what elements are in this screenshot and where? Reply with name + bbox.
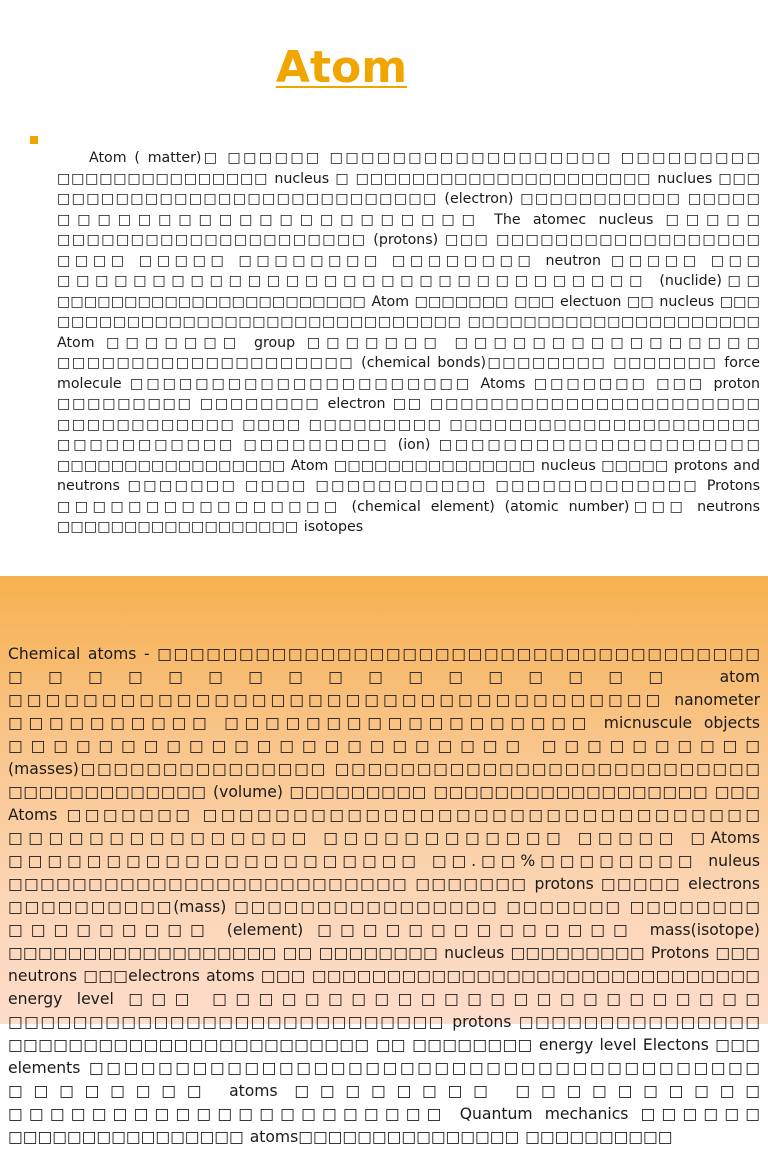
panel-paragraph: Chemical atoms - □□□□□□□□□□□□□□□□□□□□□□□□□□□□□□□□□□□□□ □□□□□□□□□□□□□□□□□ atom □□□□□□□□□□□□□□□□□□□□□□□□□□□□□□□□□□□ nanometer □□□□□□□□□□ □□□□□□□□□□□□□□□□□□ micnuscule objects □□□□□□□□□□□□□□□□□□□□□□□ □□□□□□□□□□ (masses)□□□□□□□□□□□□□□□ □□□□□□□□□□□□□□□□□□□□□□□□□□ □□□□□□□□□□□□□ (volume) □□□□□□□□□ □□□□□□□□□□□□□□□□□□ □□□ Atoms □□□□□□□ □□□□□□□□□□□□□□□□□□□□□□□□□□□□□□□ □□□□□□□□□□□□□□□ □□□□□□□□□□□□ □□□□□ □Atoms □□□□□□□□□□□□□□□□□□□□□ □□.□□%□□□□□□□□ nuleus □□□□□□□□□□□□□□□□□□□□□□□□□ □□□□□□□ protons □□□□□ electrons □□□□□□□□□□(mass) □□□□□□□□□□□□□□□□ □□□□□□□ □□□□□□□□ □□□□□□□□□ (element) □□□□□□□□□□□□□□ mass(isotope) □□□□□□□□□□□□□□□□□□ □□ □□□□□□□□ nucleus □□□□□□□□□ Protons □□□ neutrons □□□electrons atoms □□□ □□□□□□□□□□□□□□□□□□□□□□□□□□□□□□ energy level □□□ □□□□□□□□□□□□□□□□□□□□□□□□ □□□□□□□□□□□□□□□□□□□□□□□□□□□ protons □□□□□□□□□□□□□□□ □□□□□□□□□□□□□□□□□□□□□□□□ □□ □□□□□□□□ energy level Electons □□□ elements □□□□□□□□□□□□□□□□□□□□□□□□□□□□□□□□□□□□□□□ □□□□□□□□ atoms □□□□□□□□ □□□□□□□□□□ □□□□□□□□□□□□□□□□□□□□□ Quantum mechanics □□□□□□ □□□□□□□□□□□□□□□□ atoms□□□□□□□□□□□□□□□ □□□□□□□□□□ xyxy=(8,645,760,1146)
bullet-paragraph: Atom ( matter)□ □□□□□□ □□□□□□□□□□□□□□□□□□ □□□□□□□□□ □□□□□□□□□□□□□□□ nucleus □ □□□□□□□□□□□□□□□□□□□□□ nuclues □□□ □□□□□□□□□□□□□□□□□□□□□□□□□□ (electron) □□□□□□□□□□□ □□□□□ □□□□□□□□□□□□□□□□□□□□□ The atomec nucleus □□□□□ □□□□□□□□□□□□□□□□□□□□□ (protons) □□□ □□□□□□□□□□□□□□□□□□ □□□□ □□□□□ □□□□□□□□ □□□□□□□□ neutron □□□□□ □□□ □□□□□□□□□□□□□□□□□□□□□□□□□□□□□□□ (nuclide)□□ □□□□□□□□□□□□□□□□□□□□□□□ Atom □□□□□□□ □□□ electuon □□ nucleus □□□ □□□□□□□□□□□□□□□□□□□□□□□□□□□□□ □□□□□□□□□□□□□□□□□□□□□ Atom □□□□□□□ group □□□□□□□ □□□□□□□□□□□□□□□□ □□□□□□□□□□□□□□□□□□□□ (chemical bonds)□□□□□□□□ □□□□□□□ force molecule □□□□□□□□□□□□□□□□□□□□□ Atoms □□□□□□□ □□□ proton □□□□□□□□□ □□□□□□□□ electron □□ □□□□□□□□□□□□□□□□□□□□□□ □□□□□□□□□□□□ □□□□ □□□□□□□□□ □□□□□□□□□□□□□□□□□□□□□ □□□□□□□□□□□ □□□□□□□□□ (ion) □□□□□□□□□□□□□□□□□□□□ □□□□□□□□□□□□□□□□□ Atom □□□□□□□□□□□□□□□ nucleus □□□□□ protons and neutrons □□□□□□□ □□□□ □□□□□□□□□□□ □□□□□□□□□□□□□ Protons □□□□□□□□□□□□□□□□ (chemical element) (atomic number)□□□ neutrons □□□□□□□□□□□□□□□□□□ isotopes xyxy=(57,150,760,536)
slide-title: Atom xyxy=(275,42,408,93)
square-bullet-icon xyxy=(30,136,38,144)
bullet-item xyxy=(30,134,760,552)
